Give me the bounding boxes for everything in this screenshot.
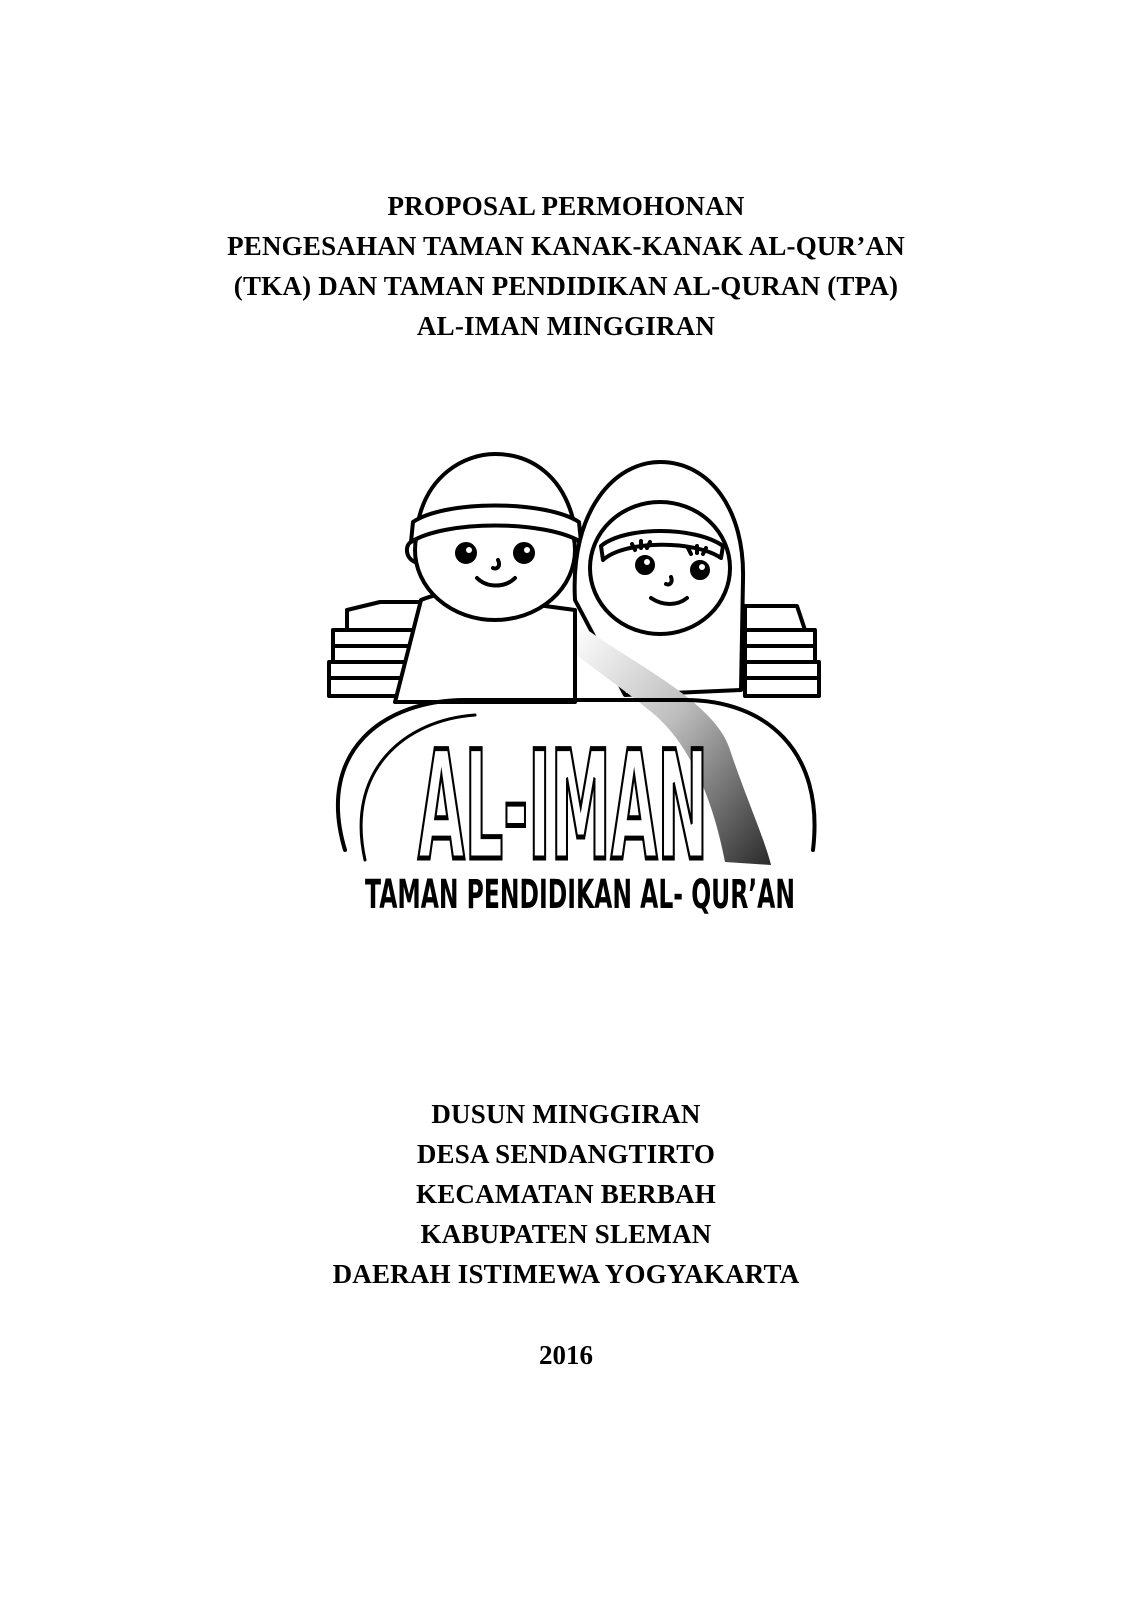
proposal-title xyxy=(0,186,1132,346)
address-line-desa: DESA SENDANGTIRTO xyxy=(416,1139,716,1169)
logo-subtitle: TAMAN PENDIDIKAN AL- QUR’AN xyxy=(365,872,795,918)
document-year: 2016 xyxy=(539,1340,593,1370)
title-line-1: PROPOSAL PERMOHONAN xyxy=(387,191,745,221)
address-line-kabupaten: KABUPATEN SLEMAN xyxy=(420,1219,712,1249)
title-line-4: AL-IMAN MINGGIRAN xyxy=(416,311,716,341)
address-block xyxy=(0,1094,1132,1294)
address-line-dusun: DUSUN MINGGIRAN xyxy=(431,1099,701,1129)
address-line-province: DAERAH ISTIMEWA YOGYAKARTA xyxy=(332,1259,800,1289)
logo-name-art: AL-IMAN xyxy=(418,720,708,894)
title-line-3: (TKA) DAN TAMAN PENDIDIKAN AL-QURAN (TPA) xyxy=(233,271,899,301)
boy-icon xyxy=(407,454,585,620)
book-stack-right-icon xyxy=(745,606,819,696)
address-line-kecamatan: KECAMATAN BERBAH xyxy=(416,1179,716,1209)
title-line-2: PENGESAHAN TAMAN KANAK-KANAK AL-QUR’AN xyxy=(227,231,905,261)
al-iman-logo xyxy=(325,450,825,930)
